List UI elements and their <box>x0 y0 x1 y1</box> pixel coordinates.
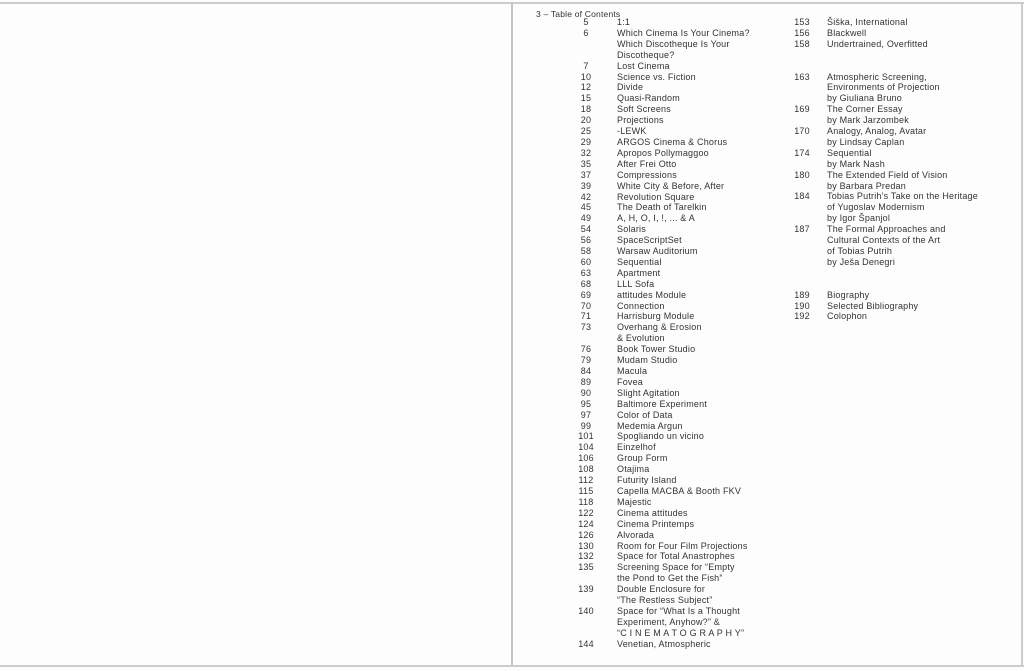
toc-entry-page-number: 15 <box>580 93 592 104</box>
toc-entry-page-number: 158 <box>794 38 810 49</box>
toc-entry <box>570 235 750 246</box>
toc-entry <box>570 115 750 126</box>
toc-entry-page-number: 70 <box>580 300 592 311</box>
toc-title-line: Discotheque? <box>617 49 675 60</box>
toc-entry <box>570 530 750 541</box>
toc-entry <box>786 290 978 301</box>
toc-title-line: Medemia Argun <box>617 420 683 431</box>
toc-title-line: “C I N E M A T O G R A P H Y” <box>617 627 745 638</box>
toc-entry-page-number: 104 <box>578 442 594 453</box>
toc-entry-title <box>617 137 727 148</box>
toc-title-line: Harrisburg Module <box>617 311 695 322</box>
toc-entry-title <box>617 82 643 93</box>
toc-title-line: Space for Total Anastrophes <box>617 551 735 562</box>
toc-entry-page-number: 5 <box>583 17 589 27</box>
toc-entry <box>570 377 750 388</box>
toc-title-line: Solaris <box>617 224 646 235</box>
toc-title-line: Lost Cinema <box>617 60 670 71</box>
toc-entry <box>786 301 978 312</box>
toc-entry-page-number: 174 <box>794 147 810 158</box>
right-edge-rule <box>1021 2 1023 666</box>
toc-entry-title <box>617 639 711 650</box>
toc-entry <box>570 126 750 137</box>
toc-entry-title <box>827 311 867 322</box>
toc-entry-title <box>617 377 643 388</box>
toc-entry <box>570 519 750 530</box>
toc-entry-title <box>617 257 662 268</box>
toc-entry-page-number: 32 <box>580 147 592 158</box>
toc-entry-title <box>617 399 707 410</box>
toc-title-line: Environments of Projection <box>827 82 940 93</box>
toc-title-line: Colophon <box>827 311 868 322</box>
toc-title-line: Futurity Island <box>617 475 677 486</box>
toc-title-line: Tobias Putrih’s Take on the Heritage <box>827 191 978 202</box>
toc-title-line: Book Tower Studio <box>617 344 696 355</box>
toc-title-line: Sequential <box>617 256 662 267</box>
toc-entry-title <box>617 519 694 530</box>
toc-title-line: Revolution Square <box>617 191 695 202</box>
toc-entry-title <box>617 388 680 399</box>
toc-entry-page-number: 169 <box>794 104 810 115</box>
toc-entry-page-number: 68 <box>580 278 592 289</box>
toc-title-line: Overhang & Erosion <box>617 322 702 333</box>
toc-entry-title <box>827 148 885 170</box>
toc-entry <box>570 301 750 312</box>
toc-entry-page-number: 56 <box>580 235 592 246</box>
toc-entry <box>570 453 750 464</box>
toc-entry-page-number: 42 <box>580 191 592 202</box>
toc-entry-title <box>617 93 680 104</box>
toc-entry-page-number: 184 <box>794 191 810 202</box>
toc-entry <box>570 159 750 170</box>
toc-entry-page-number: 170 <box>794 126 810 137</box>
toc-group <box>570 17 750 650</box>
toc-entry <box>786 126 978 148</box>
toc-title-line: by Ješa Denegri <box>827 256 896 267</box>
toc-entry-title <box>617 159 677 170</box>
toc-entry <box>786 191 978 224</box>
toc-entry-title <box>827 104 909 126</box>
toc-entry-page-number: 37 <box>580 169 592 180</box>
toc-entry-title <box>617 475 677 486</box>
toc-group <box>786 290 978 323</box>
toc-title-line: Divide <box>617 82 644 93</box>
toc-entry-page-number: 99 <box>580 420 592 431</box>
toc-title-line: by Barbara Predan <box>827 180 906 191</box>
toc-title-line: Blackwell <box>827 27 867 38</box>
toc-entry-page-number: 135 <box>578 562 594 573</box>
toc-entry <box>570 279 750 290</box>
toc-entry-page-number: 139 <box>578 584 594 595</box>
toc-entry-title <box>617 17 630 28</box>
toc-entry <box>570 224 750 235</box>
toc-entry-page-number: 115 <box>578 485 594 496</box>
toc-entry-page-number: 58 <box>580 246 592 257</box>
toc-entry-page-number: 39 <box>580 180 592 191</box>
toc-group <box>786 72 978 268</box>
toc-entry-title <box>617 181 724 192</box>
toc-entry-page-number: 180 <box>794 169 810 180</box>
toc-entry-page-number: 7 <box>583 60 589 71</box>
toc-title-line: White City & Before, After <box>617 180 725 191</box>
toc-entry-page-number: 190 <box>794 300 810 311</box>
toc-entry-title <box>617 202 707 213</box>
toc-entry <box>786 104 978 126</box>
toc-entry-title <box>617 61 670 72</box>
toc-entry-page-number: 163 <box>794 71 810 82</box>
toc-entry-page-number: 89 <box>580 376 592 387</box>
toc-entry <box>570 268 750 279</box>
toc-title-line: Analogy, Analog, Avatar <box>827 126 927 137</box>
toc-entry-title <box>617 453 668 464</box>
toc-entry <box>570 551 750 562</box>
toc-entry-title <box>617 192 694 203</box>
toc-entry-title <box>617 551 735 562</box>
toc-entry <box>570 366 750 377</box>
toc-title-line: The Formal Approaches and <box>827 224 946 235</box>
toc-entry <box>570 355 750 366</box>
toc-title-line: Cinema attitudes <box>617 507 688 518</box>
toc-entry <box>570 137 750 148</box>
toc-title-line: by Mark Nash <box>827 158 885 169</box>
toc-title-line: Compressions <box>617 169 677 180</box>
toc-title-line: The Corner Essay <box>827 104 903 115</box>
toc-title-line: Venetian, Atmospheric <box>617 638 711 649</box>
toc-entry-page-number: 45 <box>580 202 592 213</box>
toc-entry-page-number: 12 <box>580 82 592 93</box>
toc-entry-title <box>617 442 656 453</box>
toc-entry <box>570 148 750 159</box>
toc-entry-title <box>617 562 735 584</box>
toc-entry <box>570 399 750 410</box>
toc-entry-title <box>617 355 677 366</box>
toc-entry-page-number: 18 <box>580 104 592 115</box>
toc-title-line: Soft Screens <box>617 104 671 115</box>
toc-entry <box>570 508 750 519</box>
toc-title-line: Šiška, International <box>827 17 908 27</box>
bottom-edge-rule <box>0 665 1024 667</box>
toc-entry <box>570 421 750 432</box>
toc-entry <box>570 72 750 83</box>
toc-entry-title <box>617 486 741 497</box>
toc-entry-title <box>617 311 694 322</box>
toc-entry <box>786 17 978 28</box>
toc-title-line: Double Enclosure for <box>617 584 706 595</box>
toc-title-line: & Evolution <box>617 333 665 344</box>
toc-title-line: Slight Agitation <box>617 387 680 398</box>
toc-entry <box>570 170 750 181</box>
toc-entry-page-number: 112 <box>578 475 594 486</box>
toc-entry-page-number: 144 <box>578 638 594 649</box>
toc-entry-page-number: 29 <box>580 136 592 147</box>
toc-entry-page-number: 35 <box>580 158 592 169</box>
toc-entry-page-number: 122 <box>578 507 594 518</box>
toc-title-line: ARGOS Cinema & Chorus <box>617 136 728 147</box>
toc-entry-page-number: 6 <box>583 27 589 38</box>
toc-entry <box>786 224 978 268</box>
toc-entry-page-number: 60 <box>580 256 592 267</box>
toc-title-line: SpaceScriptSet <box>617 235 682 246</box>
toc-entry-page-number: 69 <box>580 289 592 300</box>
toc-entry-page-number: 79 <box>580 355 592 366</box>
toc-title-line: Apropos Pollymaggoo <box>617 147 709 158</box>
toc-entry-title <box>617 235 682 246</box>
toc-entry <box>570 497 750 508</box>
toc-entry <box>570 410 750 421</box>
toc-title-line: Baltimore Experiment <box>617 398 708 409</box>
toc-entry-page-number: 126 <box>578 529 594 540</box>
toc-entry <box>786 72 978 105</box>
toc-title-line: Warsaw Auditorium <box>617 246 698 257</box>
toc-title-line: After Frei Otto <box>617 158 677 169</box>
toc-entry <box>570 181 750 192</box>
toc-entry-title <box>617 606 744 639</box>
toc-entry-page-number: 192 <box>794 311 810 322</box>
spine-divider <box>511 3 513 665</box>
toc-entry-title <box>617 344 695 355</box>
toc-entry-title <box>827 72 940 105</box>
toc-entry-title <box>617 148 709 159</box>
toc-title-line: The Extended Field of Vision <box>827 169 948 180</box>
toc-title-line: Screening Space for “Empty <box>617 562 735 573</box>
toc-entry-title <box>617 497 652 508</box>
toc-entry <box>786 39 978 50</box>
toc-entry <box>786 311 978 322</box>
toc-entry-page-number: 49 <box>580 213 592 224</box>
toc-entry <box>570 104 750 115</box>
toc-entry-page-number: 63 <box>580 267 592 278</box>
toc-entry-page-number: 20 <box>580 115 592 126</box>
toc-entry-title <box>827 301 918 312</box>
toc-title-line: Fovea <box>617 376 644 387</box>
toc-entry-page-number: 84 <box>580 366 592 376</box>
toc-entry <box>570 93 750 104</box>
toc-entry-page-number: 71 <box>580 311 592 322</box>
toc-title-line: 1:1 <box>617 17 631 27</box>
toc-entry <box>570 290 750 301</box>
toc-title-line: Mudam Studio <box>617 355 678 366</box>
toc-entry-title <box>617 279 654 290</box>
toc-entry-page-number: 189 <box>794 289 810 300</box>
toc-entry <box>570 442 750 453</box>
toc-title-line: of Tobias Putrih <box>827 246 893 257</box>
toc-title-line: Which Cinema Is Your Cinema? <box>617 27 750 38</box>
toc-entry-page-number: 156 <box>794 27 810 38</box>
toc-title-line: Cinema Printemps <box>617 518 695 529</box>
toc-entry-page-number: 76 <box>580 344 592 355</box>
toc-entry-title <box>617 290 686 301</box>
toc-entry-page-number: 132 <box>578 551 594 562</box>
toc-title-line: -LEWK <box>617 126 647 137</box>
toc-title-line: Undertrained, Overfitted <box>827 38 928 49</box>
toc-entry-page-number: 187 <box>794 224 810 235</box>
toc-entry-title <box>617 224 646 235</box>
toc-header: 3 – Table of Contents <box>536 9 621 19</box>
toc-entry-page-number: 73 <box>580 322 592 333</box>
toc-title-line: by Igor Španjol <box>827 213 891 224</box>
toc-entry-title <box>617 28 750 61</box>
toc-title-line: Color of Data <box>617 409 673 420</box>
toc-entry <box>570 475 750 486</box>
toc-title-line: “The Restless Subject” <box>617 595 713 606</box>
toc-entry-title <box>617 213 695 224</box>
toc-entry-title <box>827 170 948 192</box>
toc-entry-title <box>617 366 647 377</box>
toc-entry-page-number: 25 <box>580 126 592 137</box>
toc-entry-title <box>617 246 698 257</box>
toc-title-line: Otajima <box>617 464 650 475</box>
toc-entry-page-number: 153 <box>794 17 810 27</box>
toc-entry <box>570 213 750 224</box>
toc-entry-title <box>617 464 649 475</box>
toc-title-line: Biography <box>827 289 870 300</box>
toc-entry-page-number: 101 <box>578 431 594 442</box>
toc-title-line: Majestic <box>617 496 652 507</box>
toc-title-line: LLL Sofa <box>617 278 655 289</box>
toc-title-line: Room for Four Film Projections <box>617 540 748 551</box>
toc-column-right <box>786 17 978 322</box>
toc-entry-page-number: 10 <box>580 71 592 82</box>
toc-entry-page-number: 106 <box>578 453 594 464</box>
toc-entry-title <box>617 541 748 552</box>
toc-title-line: The Death of Tarelkin <box>617 202 707 213</box>
toc-title-line: Cultural Contexts of the Art <box>827 235 941 246</box>
toc-entry-title <box>827 28 866 39</box>
toc-entry-title <box>827 39 928 50</box>
toc-entry <box>570 388 750 399</box>
toc-title-line: the Pond to Get the Fish” <box>617 573 723 584</box>
toc-entry-title <box>617 301 665 312</box>
toc-title-line: Einzelhof <box>617 442 656 453</box>
toc-title-line: Space for “What Is a Thought <box>617 605 740 616</box>
toc-entry <box>786 170 978 192</box>
toc-title-line: Connection <box>617 300 665 311</box>
toc-title-line: Projections <box>617 115 664 126</box>
toc-title-line: Experiment, Anyhow?” & <box>617 616 720 627</box>
toc-title-line: by Mark Jarzombek <box>827 115 909 126</box>
toc-entry-title <box>617 421 683 432</box>
toc-entry <box>786 28 978 39</box>
toc-entry-title <box>617 584 712 606</box>
toc-entry <box>570 202 750 213</box>
toc-title-line: of Yugoslav Modernism <box>827 202 925 213</box>
toc-entry-title <box>617 410 673 421</box>
toc-entry <box>570 464 750 475</box>
toc-title-line: by Giuliana Bruno <box>827 93 902 104</box>
toc-entry <box>786 148 978 170</box>
toc-entry <box>570 28 750 61</box>
toc-entry <box>570 322 750 344</box>
toc-entry-page-number: 95 <box>580 398 592 409</box>
toc-title-line: Spogliando un vicino <box>617 431 705 442</box>
toc-entry-title <box>827 191 978 224</box>
toc-title-line: Macula <box>617 366 648 376</box>
toc-entry-title <box>827 126 926 148</box>
toc-entry <box>570 61 750 72</box>
toc-entry-title <box>617 115 664 126</box>
toc-entry-page-number: 140 <box>578 605 594 616</box>
toc-entry-title <box>617 508 688 519</box>
toc-title-line: by Lindsay Caplan <box>827 136 905 147</box>
toc-entry-title <box>617 268 660 279</box>
toc-entry <box>570 584 750 606</box>
toc-entry-title <box>617 126 647 137</box>
toc-entry-page-number: 124 <box>578 518 594 529</box>
toc-entry <box>570 486 750 497</box>
toc-entry-title <box>617 322 702 344</box>
toc-entry <box>570 257 750 268</box>
toc-entry <box>570 82 750 93</box>
toc-entry-page-number: 118 <box>578 496 594 507</box>
toc-title-line: Selected Bibliography <box>827 300 919 311</box>
toc-entry-title <box>617 431 704 442</box>
toc-title-line: Quasi-Random <box>617 93 680 104</box>
toc-title-line: attitudes Module <box>617 289 687 300</box>
toc-group <box>786 17 978 50</box>
toc-entry-title <box>827 224 946 268</box>
toc-entry <box>570 17 750 28</box>
toc-entry-title <box>617 72 696 83</box>
toc-title-line: Apartment <box>617 267 661 278</box>
toc-entry <box>570 606 750 639</box>
toc-title-line: A, H, O, I, !, ... & A <box>617 213 695 224</box>
toc-title-line: Group Form <box>617 453 668 464</box>
toc-entry-page-number: 130 <box>578 540 594 551</box>
toc-entry-page-number: 97 <box>580 409 592 420</box>
toc-title-line: Atmospheric Screening, <box>827 71 927 82</box>
toc-entry-title <box>827 17 908 28</box>
toc-entry <box>570 639 750 650</box>
toc-entry <box>570 311 750 322</box>
toc-entry <box>570 431 750 442</box>
toc-entry <box>570 562 750 584</box>
toc-entry-title <box>617 104 671 115</box>
toc-title-line: Sequential <box>827 147 872 158</box>
toc-title-line: Capella MACBA & Booth FKV <box>617 485 742 496</box>
toc-entry <box>570 344 750 355</box>
toc-entry-title <box>617 530 654 541</box>
toc-entry-page-number: 54 <box>580 224 592 235</box>
toc-entry <box>570 192 750 203</box>
toc-title-line: Science vs. Fiction <box>617 71 696 82</box>
toc-title-line: Which Discotheque Is Your <box>617 38 730 49</box>
toc-entry <box>570 246 750 257</box>
toc-column-left <box>570 17 750 650</box>
toc-entry <box>570 541 750 552</box>
toc-title-line: Alvorada <box>617 529 655 540</box>
toc-entry-page-number: 108 <box>578 464 594 475</box>
toc-entry-title <box>617 170 677 181</box>
toc-entry-page-number: 90 <box>580 387 592 398</box>
toc-entry-title <box>827 290 869 301</box>
